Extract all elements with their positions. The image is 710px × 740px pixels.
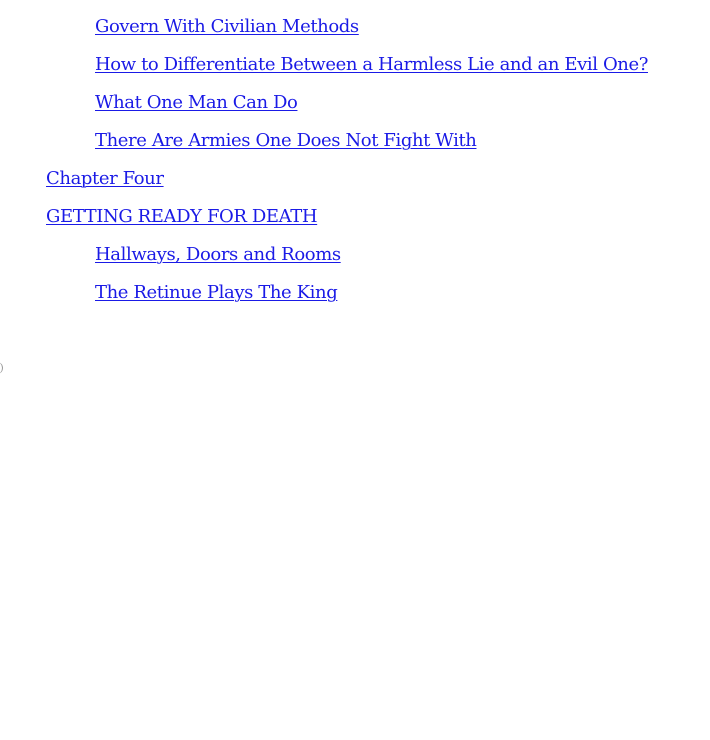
toc-entry bbox=[95, 280, 337, 306]
toc-link-retinue-plays-the-king[interactable]: The Retinue Plays The King bbox=[95, 282, 338, 303]
toc-link-chapter-four[interactable]: Chapter Four bbox=[46, 168, 164, 189]
toc-link-armies-one-does-not-fight-with[interactable]: There Are Armies One Does Not Fight With bbox=[95, 130, 477, 151]
toc-entry bbox=[95, 90, 297, 116]
toc-entry bbox=[95, 52, 648, 78]
toc-entry bbox=[95, 242, 341, 268]
toc-entry bbox=[95, 14, 359, 40]
toc-entry bbox=[46, 204, 317, 230]
toc-link-what-one-man-can-do[interactable]: What One Man Can Do bbox=[95, 92, 298, 113]
toc-link-hallways-doors-and-rooms[interactable]: Hallways, Doors and Rooms bbox=[95, 244, 341, 265]
toc-link-harmless-lie-and-evil-one[interactable]: How to Differentiate Between a Harmless Lie and an Evil One? bbox=[95, 54, 648, 75]
toc-entry bbox=[95, 128, 476, 154]
toc-link-getting-ready-for-death[interactable]: GETTING READY FOR DEATH bbox=[46, 206, 318, 227]
toc-link-govern-with-civilian-methods[interactable]: Govern With Civilian Methods bbox=[95, 16, 359, 37]
toc-entry bbox=[46, 166, 164, 192]
edge-marker-icon bbox=[0, 362, 3, 374]
